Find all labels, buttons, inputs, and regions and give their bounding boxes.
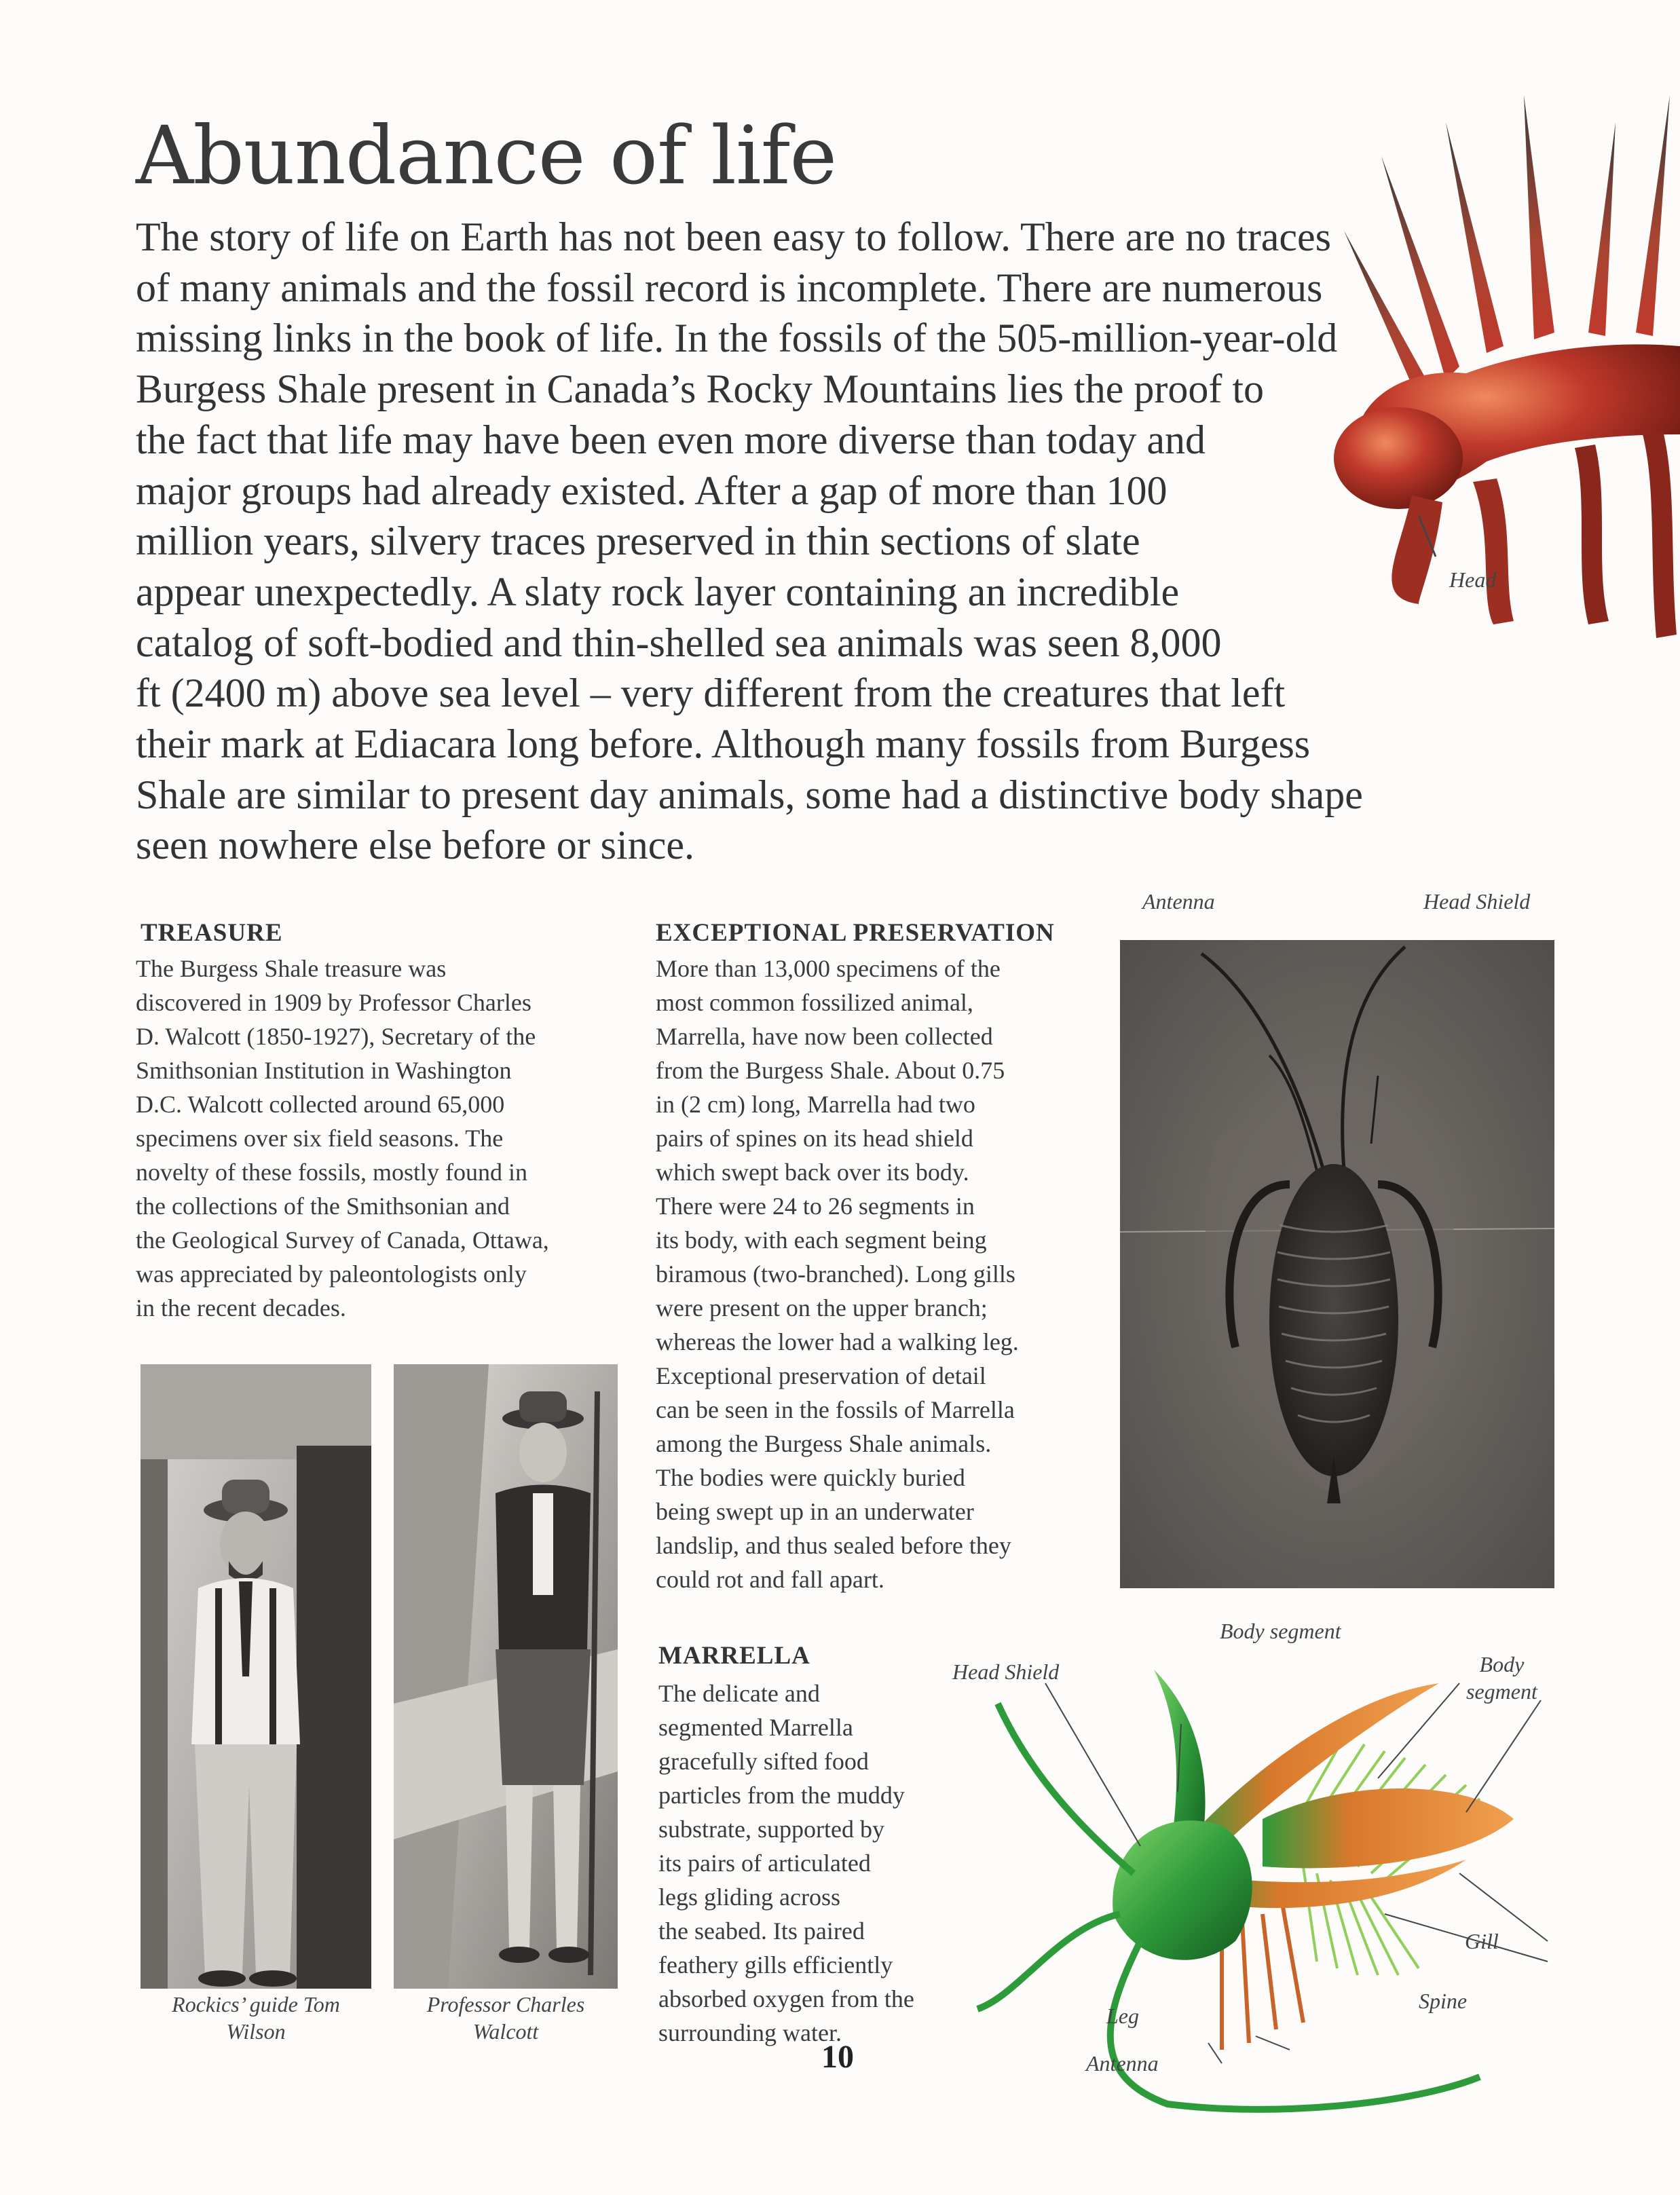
intro-line: ft (2400 m) above sea level – very different from the creatures that left xyxy=(136,671,1286,716)
intro-line: major groups had already existed. After a gap of more than 100 xyxy=(136,468,1168,513)
treasure-line: The Burgess Shale treasure was xyxy=(136,955,447,982)
label-head: Head xyxy=(1449,567,1497,592)
preservation-line: being swept up in an underwater xyxy=(656,1498,974,1525)
preservation-line: The bodies were quickly buried xyxy=(656,1464,965,1491)
intro-line: The story of life on Earth has not been easy to follow. There are no traces xyxy=(136,214,1332,259)
treasure-line: the Geological Survey of Canada, Ottawa, xyxy=(136,1226,549,1254)
marrella-line: particles from the muddy xyxy=(658,1782,905,1809)
intro-line: their mark at Ediacara long before. Although many fossils from Burgess xyxy=(136,721,1311,767)
intro-paragraph xyxy=(136,212,1480,871)
marrella-body xyxy=(658,1676,964,2050)
label-fossil-body-segment: Body segment xyxy=(1220,1619,1341,1643)
label-illus-head-shield: Head Shield xyxy=(952,1659,1060,1684)
preservation-line: biramous (two-branched). Long gills xyxy=(656,1260,1015,1288)
marrella-line: substrate, supported by xyxy=(658,1816,884,1843)
treasure-line: specimens over six field seasons. The xyxy=(136,1125,504,1152)
marrella-line: absorbed oxygen from the xyxy=(658,1985,914,2012)
marrella-illustration xyxy=(937,1643,1616,2118)
preservation-line: There were 24 to 26 segments in xyxy=(656,1193,975,1220)
preservation-line: were present on the upper branch; xyxy=(656,1294,988,1321)
intro-line: the fact that life may have been even more diverse than today and xyxy=(136,417,1206,462)
intro-line: Burgess Shale present in Canada’s Rocky Mountains lies the proof to xyxy=(136,367,1264,412)
hallucigenia-illustration xyxy=(1317,81,1680,679)
preservation-line: Marrella, have now been collected xyxy=(656,1023,993,1050)
label-illus-body-segment xyxy=(1466,1651,1537,1705)
label-illus-spine: Spine xyxy=(1419,1989,1468,2013)
treasure-line: novelty of these fossils, mostly found in xyxy=(136,1159,527,1186)
marrella-line: segmented Marrella xyxy=(658,1714,853,1741)
preservation-line: can be seen in the fossils of Marrella xyxy=(656,1396,1015,1423)
preservation-line: its body, with each segment being xyxy=(656,1226,987,1254)
intro-line: million years, silvery traces preserved in thin sections of slate xyxy=(136,519,1140,564)
preservation-line: most common fossilized animal, xyxy=(656,989,973,1016)
label-line: segment xyxy=(1466,1679,1537,1704)
label-fossil-antenna: Antenna xyxy=(1142,889,1215,914)
preservation-line: which swept back over its body. xyxy=(656,1159,969,1186)
marrella-line: surrounding water. xyxy=(658,2019,842,2046)
treasure-body xyxy=(136,952,624,1325)
label-illus-antenna: Antenna xyxy=(1086,2051,1159,2076)
label-line: Body xyxy=(1479,1652,1525,1676)
caption-line: Wilson xyxy=(226,2019,286,2044)
caption-walcott xyxy=(394,1991,618,2045)
photo-tom-wilson xyxy=(141,1364,371,1989)
marrella-line: the seabed. Its paired xyxy=(658,1917,865,1945)
caption-line: Walcott xyxy=(472,2019,539,2044)
treasure-line: the collections of the Smithsonian and xyxy=(136,1193,510,1220)
treasure-line: D.C. Walcott collected around 65,000 xyxy=(136,1091,505,1118)
preservation-line: Exceptional preservation of detail xyxy=(656,1362,986,1389)
treasure-line: Smithsonian Institution in Washington xyxy=(136,1057,512,1084)
preservation-line: landslip, and thus sealed before they xyxy=(656,1532,1011,1559)
preservation-line: among the Burgess Shale animals. xyxy=(656,1430,992,1457)
preservation-line: whereas the lower had a walking leg. xyxy=(656,1328,1019,1355)
marrella-line: feathery gills efficiently xyxy=(658,1951,893,1978)
preservation-heading: EXCEPTIONAL PRESERVATION xyxy=(656,919,1055,947)
preservation-body xyxy=(656,952,1090,1596)
intro-line: Shale are similar to present day animals, some had a distinctive body shape xyxy=(136,772,1363,817)
intro-line: of many animals and the fossil record is incomplete. There are numerous xyxy=(136,265,1323,310)
preservation-line: from the Burgess Shale. About 0.75 xyxy=(656,1057,1005,1084)
treasure-line: discovered in 1909 by Professor Charles xyxy=(136,989,531,1016)
intro-line: missing links in the book of life. In the fossils of the 505-million-year-old xyxy=(136,316,1338,361)
label-illus-leg: Leg xyxy=(1106,2004,1139,2028)
preservation-line: could rot and fall apart. xyxy=(656,1566,884,1593)
intro-line: catalog of soft-bodied and thin-shelled sea animals was seen 8,000 xyxy=(136,620,1222,665)
treasure-line: was appreciated by paleontologists only xyxy=(136,1260,527,1288)
marrella-line: gracefully sifted food xyxy=(658,1748,869,1775)
page-number: 10 xyxy=(821,2039,854,2075)
treasure-line: in the recent decades. xyxy=(136,1294,346,1321)
preservation-line: More than 13,000 specimens of the xyxy=(656,955,1001,982)
treasure-heading: TREASURE xyxy=(141,919,283,947)
treasure-line: D. Walcott (1850-1927), Secretary of the xyxy=(136,1023,536,1050)
preservation-line: pairs of spines on its head shield xyxy=(656,1125,973,1152)
intro-line: appear unexpectedly. A slaty rock layer containing an incredible xyxy=(136,569,1180,614)
caption-line: Professor Charles xyxy=(426,1992,585,2016)
page-title: Abundance of life xyxy=(136,109,837,202)
caption-line: Rockics’ guide Tom xyxy=(172,1992,340,2016)
marrella-heading: MARRELLA xyxy=(658,1642,810,1670)
marrella-line: legs gliding across xyxy=(658,1883,840,1911)
intro-line: seen nowhere else before or since. xyxy=(136,823,694,868)
marrella-fossil-photo xyxy=(1120,940,1554,1588)
label-illus-gill: Gill xyxy=(1465,1929,1499,1953)
label-fossil-head-shield: Head Shield xyxy=(1423,889,1531,914)
preservation-line: in (2 cm) long, Marrella had two xyxy=(656,1091,975,1118)
marrella-line: The delicate and xyxy=(658,1680,820,1707)
caption-tom-wilson xyxy=(141,1991,371,2045)
photo-charles-walcott xyxy=(394,1364,618,1989)
marrella-line: its pairs of articulated xyxy=(658,1850,871,1877)
